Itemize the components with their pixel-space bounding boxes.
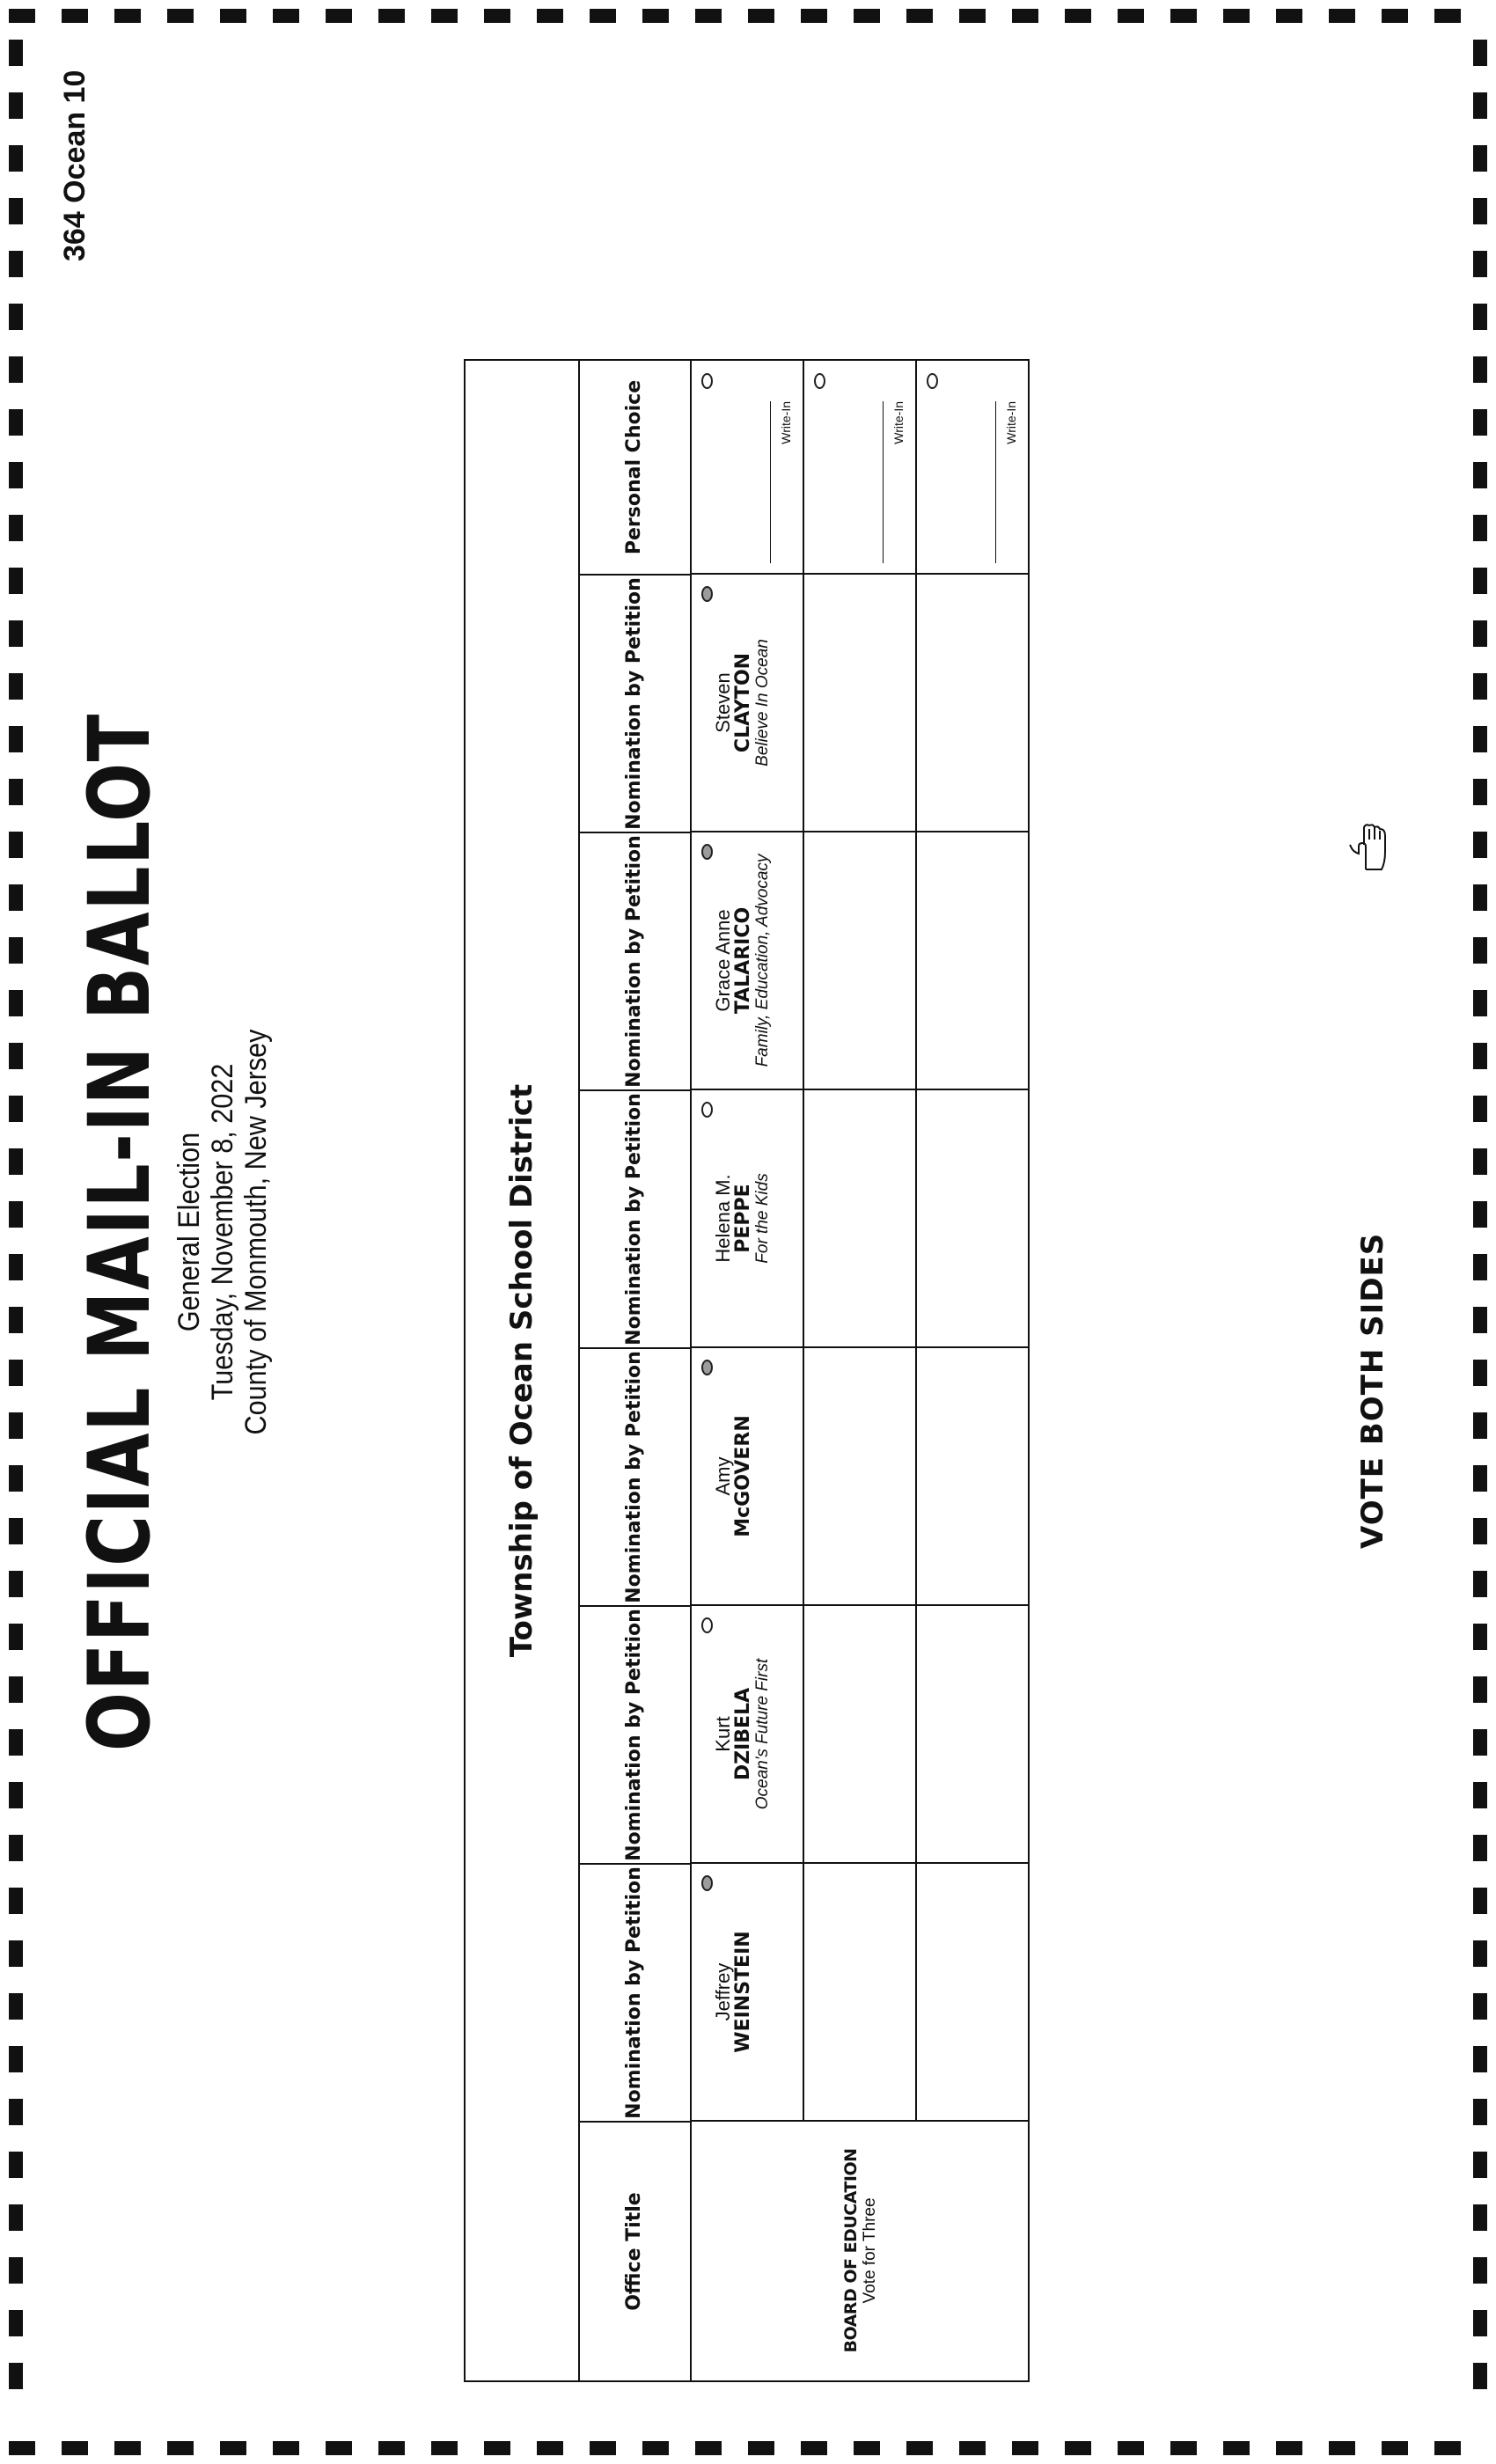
vote-oval-icon[interactable] (927, 373, 938, 389)
candidate-first-name: Amy (712, 1456, 734, 1496)
candidate-cell-peppe (691, 1089, 803, 1347)
ballot-title: OFFICIAL MAIL-IN BALLOT (70, 712, 169, 1752)
nomination-header-6: Nomination by Petition (578, 574, 691, 832)
nomination-header-1: Nomination by Petition (578, 1863, 691, 2121)
candidate-first-name: Kurt (712, 1716, 734, 1752)
candidate-last-name: McGOVERN (732, 1415, 754, 1537)
candidate-cell-talarico (691, 832, 803, 1089)
vote-oval-icon[interactable] (701, 844, 713, 860)
candidate-slogan: Ocean's Future First (753, 1658, 772, 1810)
write-in-label: Write-In (891, 401, 906, 444)
grid-line (915, 361, 917, 2121)
candidate-last-name: PEPPE (732, 1184, 754, 1253)
office-title: BOARD OF EDUCATION (840, 2148, 861, 2353)
write-in-cell-1[interactable] (691, 361, 803, 574)
candidate-first-name: Helena M. (712, 1174, 734, 1263)
candidate-first-name: Jeffrey (712, 1962, 734, 2021)
subtitle-line-1: General Election (172, 1132, 206, 1332)
nomination-header-3: Nomination by Petition (578, 1347, 691, 1605)
candidate-first-name: Steven (712, 672, 734, 733)
district-header: Township of Ocean School District (466, 361, 580, 2380)
vote-oval-icon[interactable] (814, 373, 825, 389)
write-in-label: Write-In (1004, 401, 1018, 444)
office-title-header: Office Title (578, 2121, 691, 2380)
vote-both-sides-notice: VOTE BOTH SIDES (1355, 1232, 1390, 1549)
candidate-slogan: Family, Education, Advocacy (753, 854, 772, 1067)
nomination-header-2: Nomination by Petition (578, 1605, 691, 1863)
vote-oval-icon[interactable] (701, 373, 713, 389)
candidate-cell-weinstein (691, 1863, 803, 2121)
nomination-header-5: Nomination by Petition (578, 832, 691, 1089)
candidate-slogan: Believe In Ocean (753, 639, 772, 766)
ballot-serial-number: 364 Ocean 10 (58, 70, 92, 261)
ballot-table (464, 359, 1030, 2382)
write-in-line[interactable] (883, 401, 884, 563)
candidate-cell-mcgovern (691, 1347, 803, 1605)
candidate-slogan: For the Kids (753, 1173, 772, 1264)
nomination-header-4: Nomination by Petition (578, 1089, 691, 1347)
candidate-last-name: DZIBELA (732, 1687, 754, 1781)
office-cell (691, 2121, 1030, 2380)
vote-oval-icon[interactable] (701, 1617, 713, 1633)
pointing-hand-icon (1346, 818, 1390, 871)
write-in-label: Write-In (779, 401, 793, 444)
candidate-first-name: Grace Anne (712, 909, 734, 1012)
vote-oval-icon[interactable] (701, 586, 713, 602)
subtitle-line-3: County of Monmouth, New Jersey (239, 1029, 273, 1435)
subtitle-line-2: Tuesday, November 8, 2022 (206, 1063, 239, 1401)
write-in-cell-3[interactable] (916, 361, 1029, 574)
candidate-last-name: TALARICO (732, 906, 754, 1015)
write-in-line[interactable] (770, 401, 771, 563)
vote-oval-icon[interactable] (701, 1360, 713, 1375)
candidate-cell-dzibela (691, 1605, 803, 1863)
vote-oval-icon[interactable] (701, 1875, 713, 1891)
candidate-last-name: WEINSTEIN (732, 1931, 754, 2053)
write-in-cell-2[interactable] (803, 361, 916, 574)
candidate-cell-clayton (691, 574, 803, 832)
write-in-line[interactable] (995, 401, 996, 563)
office-vote-for: Vote for Three (860, 2197, 879, 2304)
personal-choice-header: Personal Choice (623, 379, 645, 555)
vote-oval-icon[interactable] (701, 1102, 713, 1118)
candidate-last-name: CLAYTON (732, 652, 754, 753)
